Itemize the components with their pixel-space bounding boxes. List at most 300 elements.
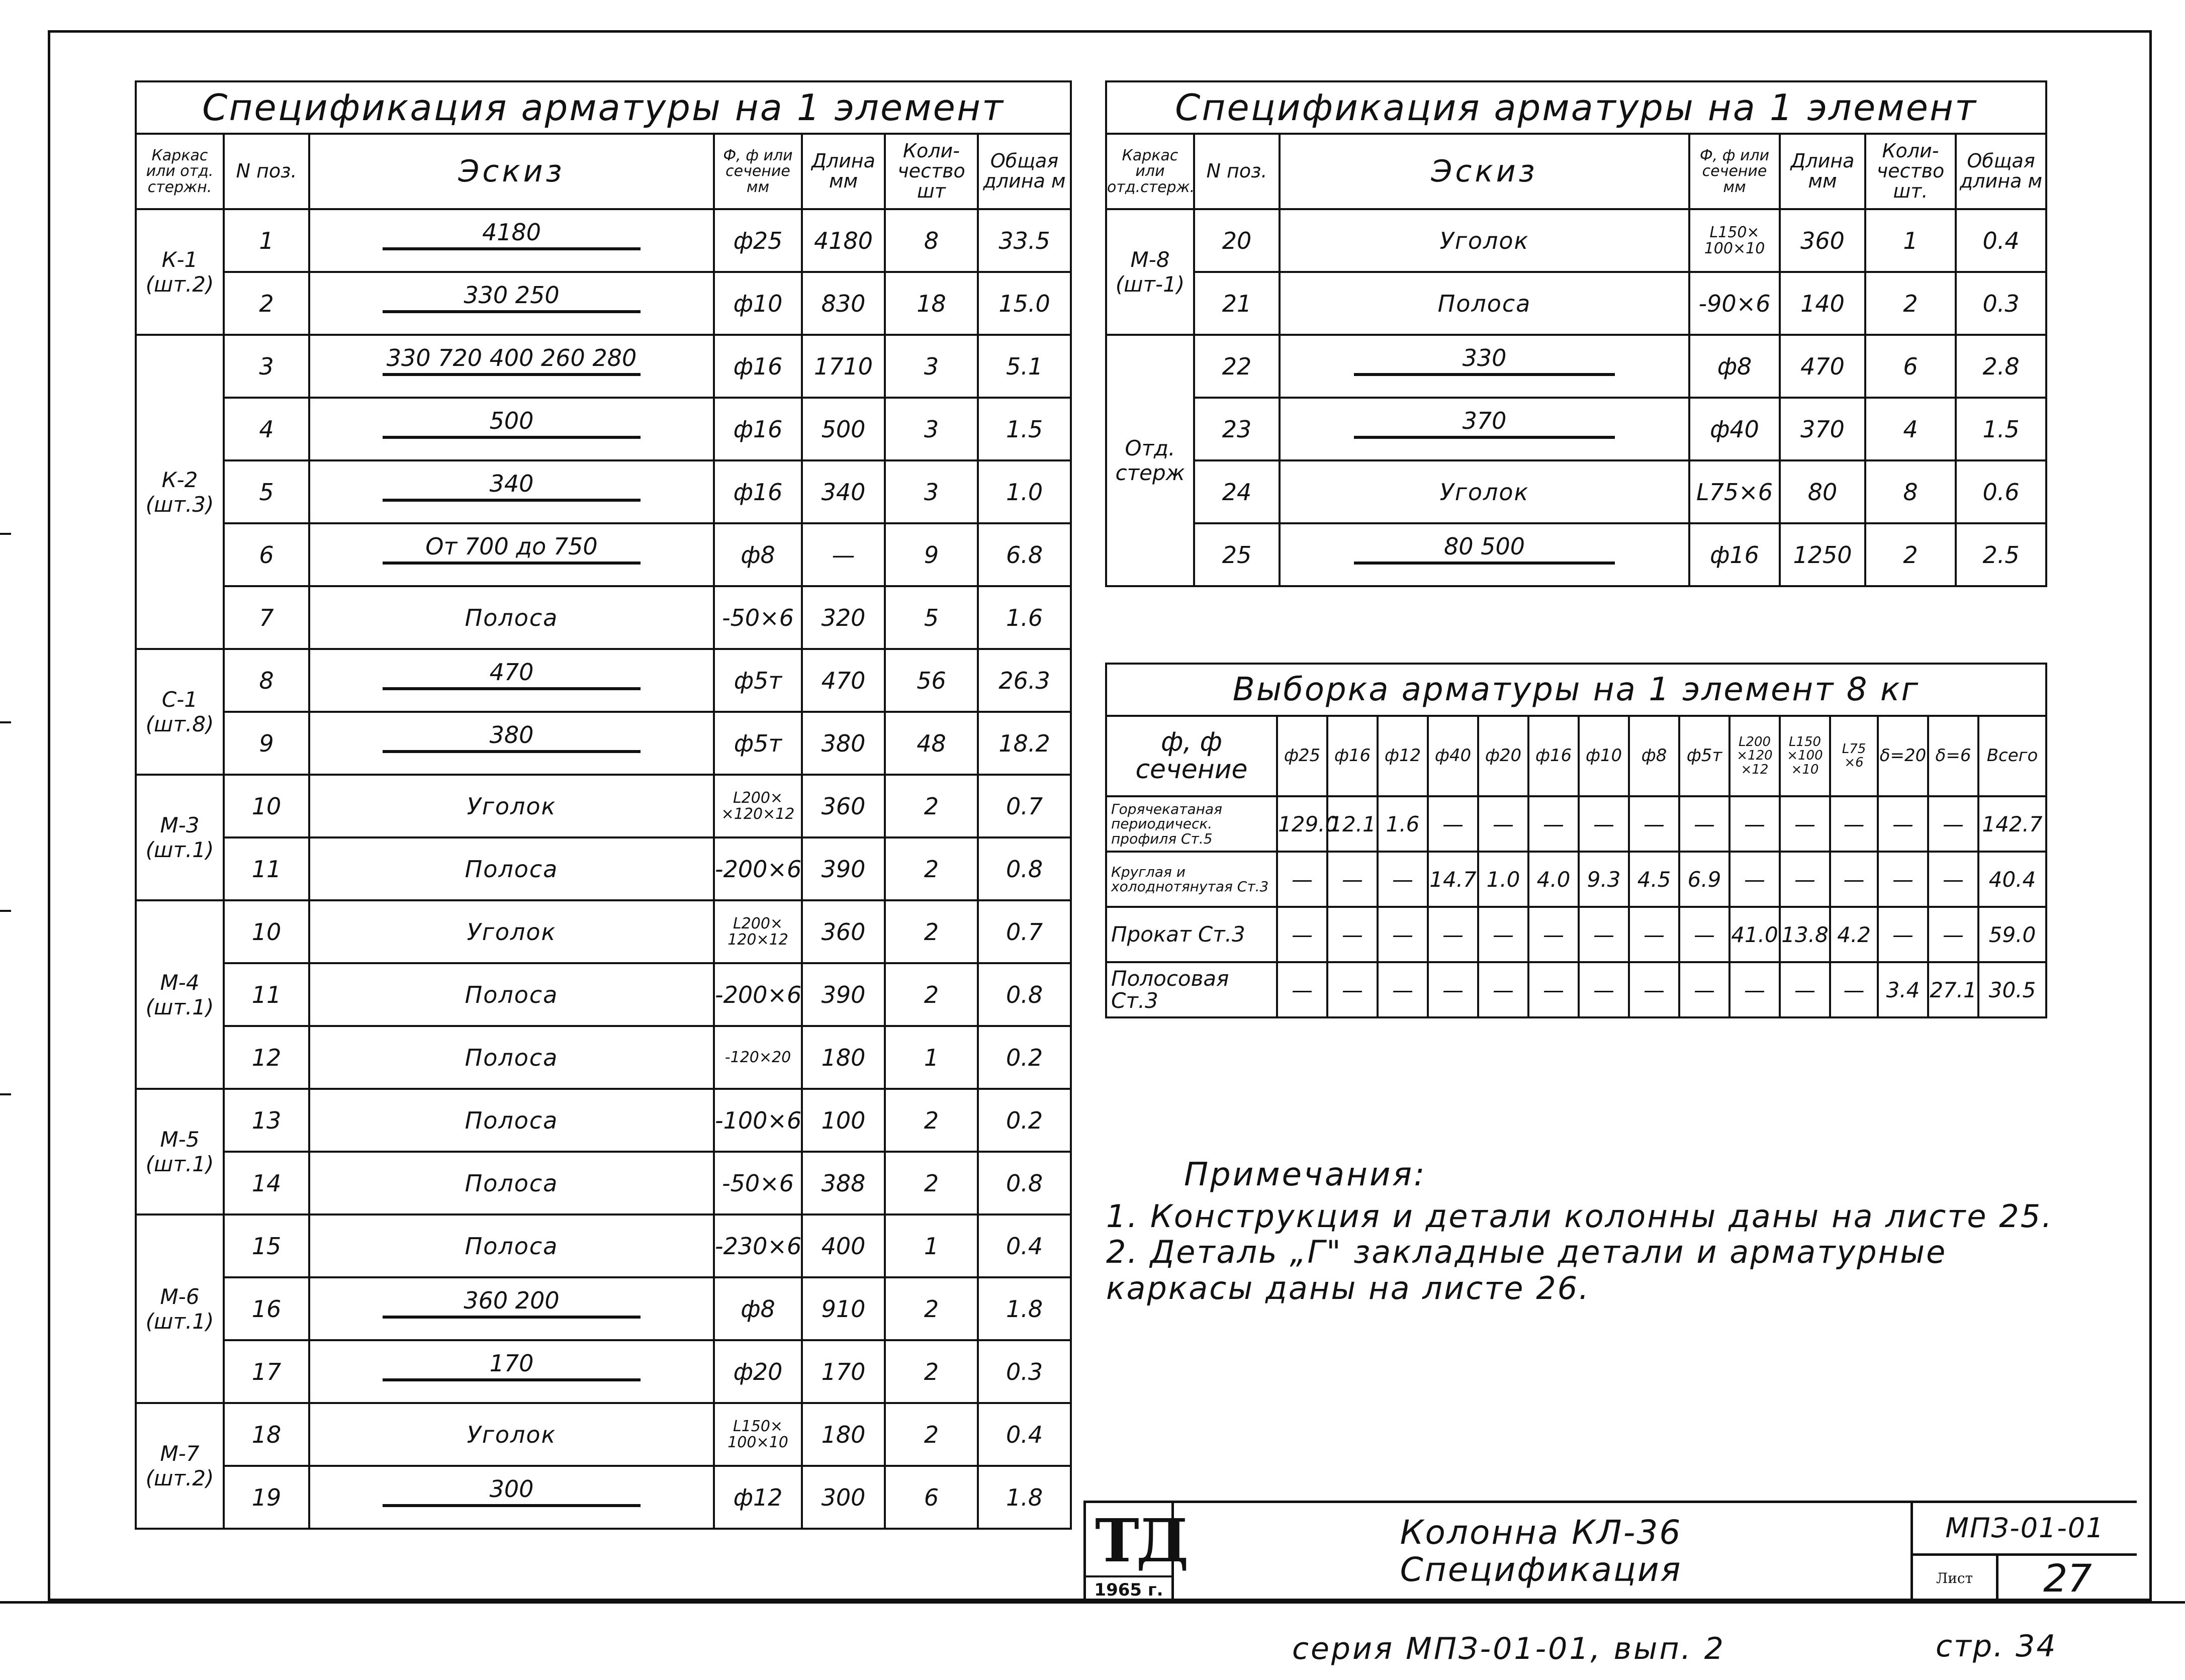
pos-cell: 25 — [1194, 523, 1280, 586]
section-cell: -50×6 — [714, 586, 802, 649]
sketch-cell — [1280, 335, 1689, 398]
pos-cell: 2 — [224, 272, 309, 335]
selection-value-cell: — — [1378, 907, 1428, 962]
selection-value-cell: — — [1780, 962, 1830, 1017]
section-cell: -200×6 — [714, 837, 802, 900]
table-row — [136, 1152, 1071, 1215]
sketch-cell: Уголок — [309, 900, 714, 963]
page-number: стр. 34 — [1936, 1629, 2057, 1664]
sketch-cell: Полоса — [1280, 272, 1689, 335]
series-caption: серия МПЗ-01-01, вып. 2 — [1292, 1631, 1725, 1666]
selection-col-header: ф16 — [1528, 716, 1579, 796]
pos-cell: 12 — [224, 1026, 309, 1089]
selection-title: Выборка арматуры на 1 элемент 8 кг — [1106, 664, 2046, 716]
table-row — [136, 1277, 1071, 1340]
table-row — [136, 335, 1071, 398]
table-row — [1106, 907, 2046, 962]
qty-cell: 5 — [885, 586, 978, 649]
selection-col-header: ф12 — [1378, 716, 1428, 796]
length-cell: 1710 — [802, 335, 885, 398]
spec-table-right — [1105, 80, 2047, 587]
group-cell: М-6 (шт.1) — [136, 1215, 224, 1403]
sketch-dimension-label: 300 — [489, 1475, 534, 1503]
sketch-cell — [309, 398, 714, 460]
sketch-cell — [309, 649, 714, 712]
qty-cell: 2 — [885, 963, 978, 1026]
table-row — [136, 1403, 1071, 1466]
table-row — [1106, 335, 2046, 398]
table-row — [136, 1026, 1071, 1089]
pos-cell: 20 — [1194, 209, 1280, 272]
length-cell: 390 — [802, 837, 885, 900]
sketch-cell: Полоса — [309, 1215, 714, 1277]
sketch-dimension-label: От 700 до 750 — [425, 532, 598, 560]
table-row — [136, 272, 1071, 335]
pos-cell: 7 — [224, 586, 309, 649]
total-cell: 0.8 — [978, 837, 1071, 900]
total-cell: 1.8 — [978, 1466, 1071, 1529]
sketch-cell: Полоса — [309, 1152, 714, 1215]
margin-tick — [0, 910, 11, 912]
selection-value-cell: — — [1277, 852, 1327, 907]
section-cell: ф16 — [1689, 523, 1780, 586]
section-cell: L200× ×120×12 — [714, 775, 802, 837]
table-row — [136, 712, 1071, 775]
note-item: 1. Конструкция и детали колонны даны на листе 25. — [1106, 1198, 2053, 1235]
notes-title: Примечания: — [1184, 1156, 1427, 1193]
rebar-line — [383, 373, 641, 376]
table-row — [1106, 852, 2046, 907]
rebar-line — [383, 562, 641, 565]
selection-value-cell: — — [1629, 796, 1679, 852]
selection-value-cell: — — [1277, 962, 1327, 1017]
total-cell: 6.8 — [978, 523, 1071, 586]
selection-value-cell: 40.4 — [1978, 852, 2046, 907]
total-cell: 0.4 — [978, 1403, 1071, 1466]
selection-col-header: L150 ×100 ×10 — [1780, 716, 1830, 796]
selection-row-label: Прокат Ст.3 — [1106, 907, 1277, 962]
sketch-cell: Полоса — [309, 586, 714, 649]
total-cell: 0.7 — [978, 775, 1071, 837]
qty-cell: 1 — [885, 1215, 978, 1277]
selection-col-header: L75 ×6 — [1830, 716, 1878, 796]
sketch-cell — [309, 1277, 714, 1340]
pos-cell: 13 — [224, 1089, 309, 1152]
selection-value-cell: 4.5 — [1629, 852, 1679, 907]
qty-cell: 6 — [885, 1466, 978, 1529]
length-cell: 100 — [802, 1089, 885, 1152]
table-row — [136, 1089, 1071, 1152]
sketch-cell — [309, 1340, 714, 1403]
selection-value-cell: — — [1830, 796, 1878, 852]
col-header-total: Общая длина м — [1956, 134, 2046, 209]
margin-tick — [0, 721, 11, 723]
length-cell: 170 — [802, 1340, 885, 1403]
sketch-dimension-label: 330 720 400 260 280 — [386, 344, 637, 371]
group-cell: К-1 (шт.2) — [136, 209, 224, 335]
selection-value-cell: — — [1428, 796, 1478, 852]
pos-cell: 3 — [224, 335, 309, 398]
length-cell: 910 — [802, 1277, 885, 1340]
total-cell: 0.4 — [1956, 209, 2046, 272]
selection-col-header: ф25 — [1277, 716, 1327, 796]
selection-corner-header: ф, ф сечение — [1106, 716, 1277, 796]
pos-cell: 17 — [224, 1340, 309, 1403]
margin-tick — [0, 1093, 11, 1095]
sketch-dimension-label: 170 — [489, 1349, 534, 1377]
section-cell: ф40 — [1689, 398, 1780, 460]
sketch-cell: Уголок — [309, 775, 714, 837]
table-row — [1106, 209, 2046, 272]
selection-table — [1105, 663, 2047, 1018]
pos-cell: 14 — [224, 1152, 309, 1215]
selection-col-header: L200 ×120 ×12 — [1729, 716, 1780, 796]
length-cell: 320 — [802, 586, 885, 649]
rebar-line — [383, 750, 641, 753]
section-cell: -230×6 — [714, 1215, 802, 1277]
table-row — [136, 586, 1071, 649]
length-cell: 388 — [802, 1152, 885, 1215]
selection-value-cell: — — [1830, 852, 1878, 907]
section-cell: -50×6 — [714, 1152, 802, 1215]
table-row — [136, 775, 1071, 837]
selection-value-cell: 6.9 — [1679, 852, 1729, 907]
pos-cell: 4 — [224, 398, 309, 460]
total-cell: 0.7 — [978, 900, 1071, 963]
pos-cell: 6 — [224, 523, 309, 586]
total-cell: 1.6 — [978, 586, 1071, 649]
publisher-logo — [1086, 1503, 1186, 1604]
qty-cell: 8 — [1865, 460, 1956, 523]
selection-value-cell: 13.8 — [1780, 907, 1830, 962]
selection-col-header: ф5т — [1679, 716, 1729, 796]
section-cell: ф10 — [714, 272, 802, 335]
total-cell: 0.3 — [1956, 272, 2046, 335]
rebar-line — [383, 247, 641, 250]
length-cell: 340 — [802, 460, 885, 523]
group-cell: С-1 (шт.8) — [136, 649, 224, 775]
table-row — [136, 649, 1071, 712]
selection-value-cell: — — [1629, 907, 1679, 962]
qty-cell: 9 — [885, 523, 978, 586]
section-cell: ф8 — [714, 1277, 802, 1340]
section-cell: ф16 — [714, 398, 802, 460]
sketch-cell — [309, 335, 714, 398]
title-block — [1083, 1501, 2137, 1604]
pos-cell: 18 — [224, 1403, 309, 1466]
qty-cell: 2 — [885, 900, 978, 963]
notes-block — [1106, 1156, 2086, 1306]
total-cell: 0.8 — [978, 963, 1071, 1026]
table-row — [136, 900, 1071, 963]
selection-value-cell: — — [1378, 852, 1428, 907]
total-cell: 0.2 — [978, 1089, 1071, 1152]
sketch-cell: Уголок — [309, 1403, 714, 1466]
table-row — [136, 460, 1071, 523]
sketch-cell: Полоса — [309, 1089, 714, 1152]
selection-value-cell: 14.7 — [1428, 852, 1478, 907]
table-row — [1106, 796, 2046, 852]
section-cell: L150× 100×10 — [1689, 209, 1780, 272]
rebar-line — [383, 1504, 641, 1507]
sketch-cell: Полоса — [309, 837, 714, 900]
section-cell: ф8 — [714, 523, 802, 586]
pos-cell: 5 — [224, 460, 309, 523]
selection-value-cell: — — [1878, 907, 1928, 962]
sketch-cell — [309, 523, 714, 586]
sketch-cell: Уголок — [1280, 460, 1689, 523]
selection-value-cell: 41.0 — [1729, 907, 1780, 962]
logo-year: 1965 г. — [1086, 1575, 1171, 1604]
table-row — [136, 1466, 1071, 1529]
length-cell: 470 — [1780, 335, 1865, 398]
total-cell: 18.2 — [978, 712, 1071, 775]
col-header-pos: N поз. — [1194, 134, 1280, 209]
selection-value-cell: — — [1378, 962, 1428, 1017]
total-cell: 2.5 — [1956, 523, 2046, 586]
selection-value-cell: 1.6 — [1378, 796, 1428, 852]
pos-cell: 15 — [224, 1215, 309, 1277]
selection-row-label: Круглая и холоднотянутая Ст.3 — [1106, 852, 1277, 907]
selection-value-cell: 9.3 — [1579, 852, 1629, 907]
sketch-dimension-label: 330 — [1462, 344, 1507, 371]
section-cell: L75×6 — [1689, 460, 1780, 523]
table-row — [1106, 272, 2046, 335]
total-cell: 0.3 — [978, 1340, 1071, 1403]
col-header-total: Общая длина м — [978, 134, 1071, 209]
selection-value-cell: 3.4 — [1878, 962, 1928, 1017]
sketch-dimension-label: 330 250 — [464, 281, 560, 309]
total-cell: 15.0 — [978, 272, 1071, 335]
pos-cell: 10 — [224, 775, 309, 837]
table-row — [136, 398, 1071, 460]
qty-cell: 2 — [885, 837, 978, 900]
group-cell: М-3 (шт.1) — [136, 775, 224, 900]
sketch-dimension-label: 4180 — [482, 218, 541, 246]
qty-cell: 2 — [1865, 523, 1956, 586]
qty-cell: 2 — [885, 1152, 978, 1215]
length-cell: 140 — [1780, 272, 1865, 335]
group-cell: М-4 (шт.1) — [136, 900, 224, 1089]
qty-cell: 2 — [885, 1403, 978, 1466]
rebar-line — [383, 436, 641, 439]
section-cell: L200× 120×12 — [714, 900, 802, 963]
rebar-line — [383, 499, 641, 502]
selection-col-header: δ=6 — [1928, 716, 1978, 796]
sketch-cell — [309, 272, 714, 335]
section-cell: ф8 — [1689, 335, 1780, 398]
selection-value-cell: — — [1277, 907, 1327, 962]
group-cell: М-5 (шт.1) — [136, 1089, 224, 1215]
selection-value-cell: — — [1579, 962, 1629, 1017]
selection-value-cell: — — [1327, 852, 1378, 907]
total-cell: 5.1 — [978, 335, 1071, 398]
col-header-section: Ф, ф или сечение мм — [714, 134, 802, 209]
pos-cell: 16 — [224, 1277, 309, 1340]
sketch-dimension-label: 370 — [1462, 407, 1507, 434]
sketch-cell — [309, 209, 714, 272]
total-cell: 2.8 — [1956, 335, 2046, 398]
selection-value-cell: — — [1729, 796, 1780, 852]
pos-cell: 23 — [1194, 398, 1280, 460]
length-cell: 380 — [802, 712, 885, 775]
sketch-dimension-label: 380 — [489, 721, 534, 749]
drawing-code: МПЗ-01-01 — [1913, 1503, 2137, 1556]
col-header-sketch: Эскиз — [1280, 134, 1689, 209]
col-header-sketch: Эскиз — [309, 134, 714, 209]
selection-value-cell: — — [1528, 962, 1579, 1017]
selection-col-header: ф16 — [1327, 716, 1378, 796]
total-cell: 0.4 — [978, 1215, 1071, 1277]
col-header-length: Длина мм — [802, 134, 885, 209]
section-cell: L150× 100×10 — [714, 1403, 802, 1466]
qty-cell: 3 — [885, 398, 978, 460]
group-cell: К-2 (шт.3) — [136, 335, 224, 649]
qty-cell: 2 — [885, 1340, 978, 1403]
table-row — [136, 1215, 1071, 1277]
sketch-cell — [1280, 523, 1689, 586]
selection-value-cell: — — [1478, 796, 1528, 852]
section-cell: -100×6 — [714, 1089, 802, 1152]
sketch-dimension-label: 340 — [489, 470, 534, 497]
selection-value-cell: — — [1327, 962, 1378, 1017]
selection-value-cell: — — [1878, 796, 1928, 852]
col-header-qty: Коли-чество шт. — [1865, 134, 1956, 209]
length-cell: 470 — [802, 649, 885, 712]
selection-value-cell: — — [1629, 962, 1679, 1017]
length-cell: 500 — [802, 398, 885, 460]
table-row — [136, 963, 1071, 1026]
qty-cell: 3 — [885, 460, 978, 523]
pos-cell: 11 — [224, 963, 309, 1026]
table-row — [1106, 398, 2046, 460]
qty-cell: 18 — [885, 272, 978, 335]
sheet-label: Лист — [1913, 1553, 1998, 1604]
selection-value-cell: — — [1928, 907, 1978, 962]
total-cell: 1.0 — [978, 460, 1071, 523]
total-cell: 1.5 — [978, 398, 1071, 460]
drawing-name-line1: Колонна КЛ-36 — [1400, 1513, 1682, 1552]
selection-value-cell: — — [1679, 907, 1729, 962]
rebar-line — [1354, 373, 1615, 376]
selection-col-header: δ=20 — [1878, 716, 1928, 796]
length-cell: 400 — [802, 1215, 885, 1277]
section-cell: ф5т — [714, 712, 802, 775]
qty-cell: 6 — [1865, 335, 1956, 398]
selection-value-cell: — — [1478, 962, 1528, 1017]
rebar-line — [383, 687, 641, 690]
group-cell: М-8 (шт-1) — [1106, 209, 1194, 335]
selection-value-cell: — — [1528, 907, 1579, 962]
section-cell: ф12 — [714, 1466, 802, 1529]
pos-cell: 10 — [224, 900, 309, 963]
spec-right-title: Спецификация арматуры на 1 элемент — [1106, 81, 2046, 134]
length-cell: 180 — [802, 1403, 885, 1466]
qty-cell: 2 — [885, 1277, 978, 1340]
total-cell: 1.8 — [978, 1277, 1071, 1340]
table-row — [136, 837, 1071, 900]
section-cell: ф20 — [714, 1340, 802, 1403]
qty-cell: 2 — [885, 775, 978, 837]
sketch-cell — [309, 1466, 714, 1529]
length-cell: 180 — [802, 1026, 885, 1089]
group-cell: М-7 (шт.2) — [136, 1403, 224, 1529]
qty-cell: 1 — [885, 1026, 978, 1089]
selection-col-header: ф20 — [1478, 716, 1528, 796]
selection-col-header: ф8 — [1629, 716, 1679, 796]
selection-row-label: Горячекатаная периодическ. профиля Ст.5 — [1106, 796, 1277, 852]
length-cell: 360 — [802, 900, 885, 963]
selection-value-cell: — — [1679, 796, 1729, 852]
selection-value-cell: 129.0 — [1277, 796, 1327, 852]
col-header-length: Длина мм — [1780, 134, 1865, 209]
total-cell: 0.8 — [978, 1152, 1071, 1215]
length-cell: 300 — [802, 1466, 885, 1529]
selection-value-cell: — — [1428, 907, 1478, 962]
selection-value-cell: — — [1528, 796, 1579, 852]
section-cell: ф16 — [714, 460, 802, 523]
selection-value-cell: 59.0 — [1978, 907, 2046, 962]
table-row — [1106, 460, 2046, 523]
section-cell: ф5т — [714, 649, 802, 712]
section-cell: -200×6 — [714, 963, 802, 1026]
logo-text: ТД — [1095, 1506, 1186, 1575]
selection-value-cell: — — [1579, 796, 1629, 852]
drawing-name — [1171, 1503, 1913, 1604]
selection-value-cell: 30.5 — [1978, 962, 2046, 1017]
length-cell: 360 — [802, 775, 885, 837]
pos-cell: 9 — [224, 712, 309, 775]
length-cell: 830 — [802, 272, 885, 335]
margin-tick — [0, 533, 11, 535]
col-header-group: Каркас или отд. стержн. — [136, 134, 224, 209]
total-cell: 1.5 — [1956, 398, 2046, 460]
qty-cell: 2 — [1865, 272, 1956, 335]
table-row — [1106, 523, 2046, 586]
sketch-dimension-label: 500 — [489, 407, 534, 434]
sheet-number: 27 — [2043, 1556, 2092, 1601]
selection-value-cell: 12.1 — [1327, 796, 1378, 852]
sketch-cell: Уголок — [1280, 209, 1689, 272]
selection-col-header: ф10 — [1579, 716, 1629, 796]
total-cell: 33.5 — [978, 209, 1071, 272]
table-row — [136, 1340, 1071, 1403]
selection-value-cell: — — [1327, 907, 1378, 962]
selection-col-header: ф40 — [1428, 716, 1478, 796]
pos-cell: 22 — [1194, 335, 1280, 398]
selection-col-header: Всего — [1978, 716, 2046, 796]
pos-cell: 1 — [224, 209, 309, 272]
qty-cell: 2 — [885, 1089, 978, 1152]
selection-value-cell: — — [1878, 852, 1928, 907]
spec-table-left — [135, 80, 1072, 1530]
sketch-dimension-label: 470 — [489, 658, 534, 686]
rebar-line — [1354, 562, 1615, 565]
length-cell: 80 — [1780, 460, 1865, 523]
selection-value-cell: 1.0 — [1478, 852, 1528, 907]
pos-cell: 19 — [224, 1466, 309, 1529]
drawing-name-line2: Спецификация — [1400, 1550, 1682, 1589]
pos-cell: 24 — [1194, 460, 1280, 523]
section-cell: ф25 — [714, 209, 802, 272]
selection-value-cell: — — [1679, 962, 1729, 1017]
sketch-cell — [309, 712, 714, 775]
selection-value-cell: 27.1 — [1928, 962, 1978, 1017]
qty-cell: 56 — [885, 649, 978, 712]
col-header-group: Каркас или отд.стерж. — [1106, 134, 1194, 209]
selection-value-cell: 4.0 — [1528, 852, 1579, 907]
total-cell: 0.2 — [978, 1026, 1071, 1089]
